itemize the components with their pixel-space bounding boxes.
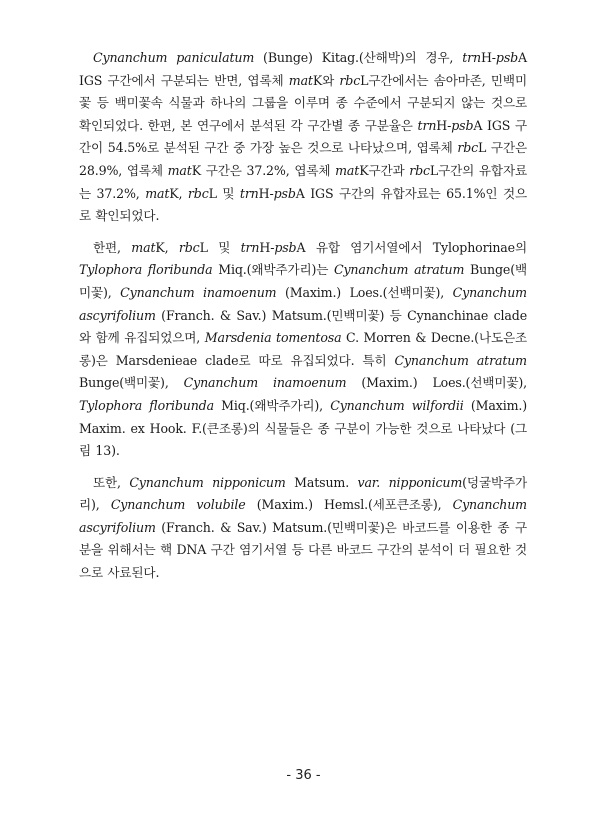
text-run: 한편, [93, 239, 132, 255]
italic-term: trn [417, 117, 437, 133]
italic-term: rbc [409, 162, 430, 178]
text-run: A 유합 염기서열에서 Tylophorinae의 [296, 239, 527, 255]
text-run: H- [258, 185, 274, 201]
text-run: H- [436, 117, 452, 133]
italic-term: Cynanchum ascyrifolium [79, 497, 527, 535]
italic-term: Tylophora floribunda [79, 397, 214, 413]
text-run: K 구간은 37.2%, 엽록체 [191, 162, 336, 178]
text-run: (Maxim.) Loes.(선백미꽃), [276, 284, 453, 300]
italic-term: mat [145, 185, 170, 201]
italic-term: Cynanchum atratum [394, 352, 527, 368]
italic-term: mat [335, 162, 360, 178]
text-run: (Bunge) Kitag.(산해박)의 경우, [254, 50, 463, 65]
text-run: Miq.(왜박주가리), [213, 397, 331, 413]
text-run: K, [155, 239, 179, 255]
italic-term: psb [274, 239, 297, 255]
text-run: (덩굴박주가리), [79, 474, 528, 513]
text-run: 또한, [93, 474, 130, 490]
text-run: A IGS 구간의 유합자료는 65.1%인 것으로 확인되었다. [79, 185, 528, 224]
italic-term: rbc [457, 140, 479, 156]
text-run: L구간의 유합자료는 37.2%, [79, 162, 527, 201]
paragraph-2 [79, 237, 527, 463]
italic-term: Marsdenia tomentosa [204, 330, 342, 346]
italic-term: psb [495, 50, 519, 65]
italic-term: rbc [187, 185, 209, 201]
text-run: A IGS 구간에서 구분되는 반면, 엽록체 [79, 50, 527, 88]
text-run: L 구간은 28.9%, 엽록체 [79, 140, 527, 178]
italic-term: Cynanchum paniculatum [93, 50, 255, 65]
page-number: - 36 - [286, 768, 321, 783]
text-run: L 및 [199, 239, 241, 255]
italic-term: Cynanchum nipponicum [129, 474, 286, 490]
italic-term: Tylophora floribunda [79, 262, 213, 278]
italic-term: Cynanchum inamoenum [183, 375, 347, 391]
italic-term: Cynanchum atratum [333, 262, 465, 278]
italic-term: rbc [339, 72, 361, 88]
italic-term: var. nipponicum [357, 474, 463, 490]
italic-term: trn [240, 239, 260, 255]
italic-term: trn [462, 50, 481, 65]
italic-term: Cynanchum volubile [110, 497, 246, 513]
text-run: (Franch. & Sav.) Matsum.(민백미꽃)은 바코드를 이용한 종 구분을 위해서는 핵 DNA 구간 염기서열 등 다른 바코드 구간의 분석이 더 필요한 것으로 사료된다. [79, 519, 527, 581]
italic-term: Cynanchum wilfordii [330, 397, 464, 413]
italic-term: Cynanchum inamoenum [120, 284, 277, 300]
text-run: Bunge(백미꽃), [79, 262, 527, 300]
text-run: H- [480, 50, 496, 65]
text-run: A IGS 구간이 54.5%로 분석된 구간 중 가장 높은 것으로 나타났으며, 엽록체 [79, 117, 527, 156]
italic-term: mat [167, 162, 192, 178]
text-run: K와 [312, 72, 340, 88]
text-run: L구간에서는 솜아마존, 민백미꽃 등 백미꽃속 식물과 하나의 그룹을 이루며 종 수준에서 구분되지 않는 것으로 확인되었다. 한편, 본 연구에서 분석된 각 구간별 종 구분율은 [79, 72, 527, 133]
text-run: (Franch. & Sav.) Matsum.(민백미꽃) 등 Cynanchinae clade와 함께 유집되었으며, [79, 307, 527, 346]
italic-term: rbc [178, 239, 200, 255]
italic-term: Cynanchum ascyrifolium [79, 284, 527, 323]
text-run: Matsum. [285, 474, 358, 490]
italic-term: mat [131, 239, 156, 255]
paragraph-1 [79, 47, 527, 228]
text-run: H- [259, 239, 275, 255]
italic-term: psb [451, 117, 474, 133]
italic-term: trn [239, 185, 259, 201]
text-run: (Maxim.) Loes.(선백미꽃), [346, 375, 528, 391]
text-run: K, [169, 185, 188, 201]
text-run: L 및 [208, 185, 240, 201]
text-run: (Maxim.) Maxim. ex Hook. F.(큰조롱)의 식물들은 종 구분이 가능한 것으로 나타났다 (그림 13). [79, 397, 527, 459]
text-run: (Maxim.) Hemsl.(세포큰조롱), [245, 497, 453, 513]
paragraph-3 [79, 472, 527, 585]
text-run: C. Morren & Decne.(나도은조롱)은 Marsdenieae clade로 따로 유집되었다. 특히 [79, 330, 528, 368]
text-run: Miq.(왜박주가리)는 [212, 262, 334, 278]
italic-term: psb [273, 185, 296, 201]
italic-term: mat [288, 72, 313, 88]
text-run: K구간과 [359, 162, 410, 178]
text-run: Bunge(백미꽃), [79, 375, 184, 391]
body-text [79, 47, 527, 594]
